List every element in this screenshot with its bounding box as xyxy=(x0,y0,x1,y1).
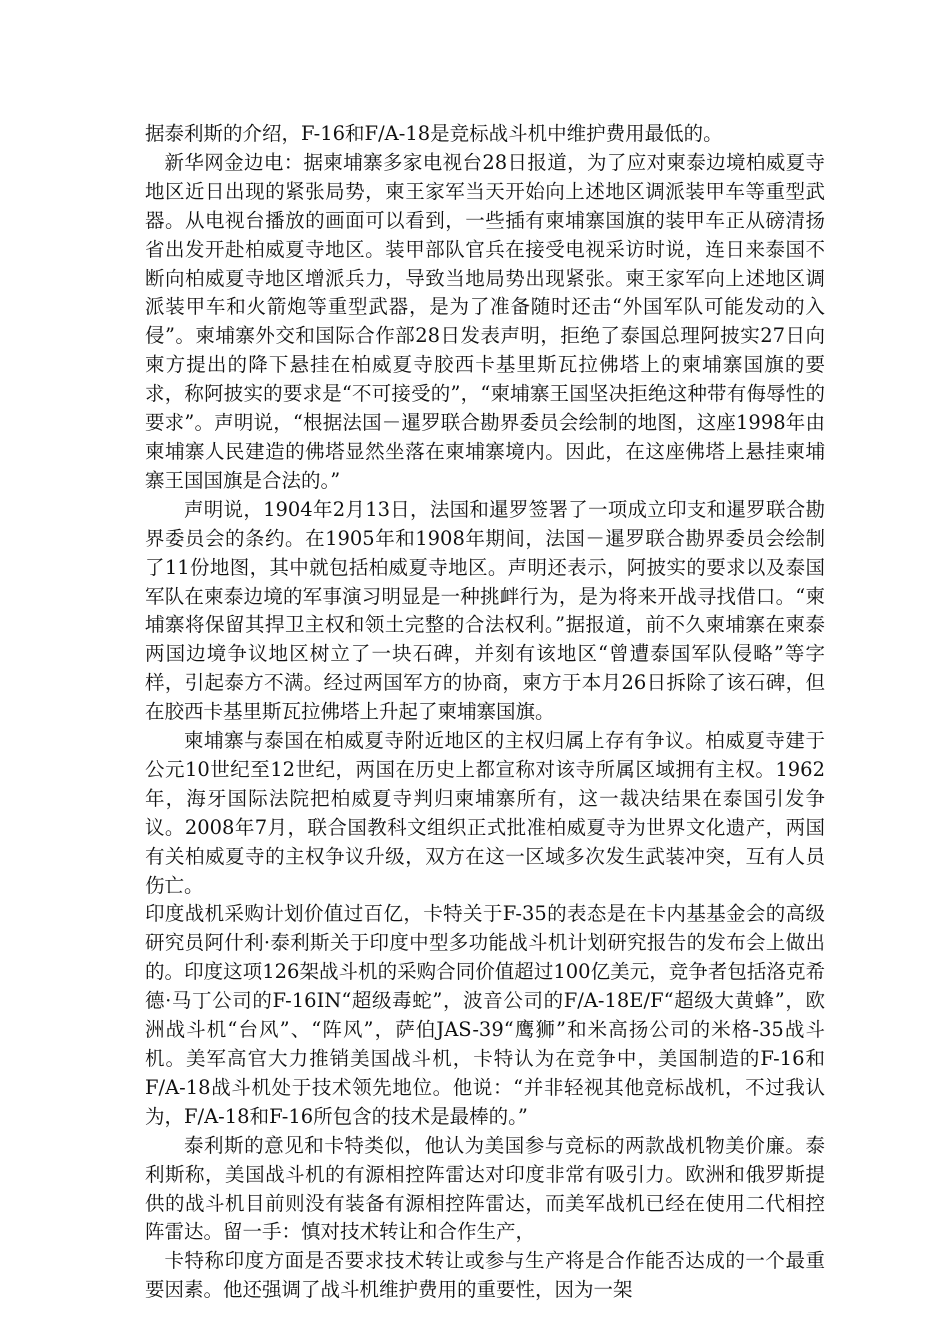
paragraph-5: 印度战机采购计划价值过百亿，卡特关于F-35的表态是在卡内基基金会的高级研究员阿什利·泰利斯关于印度中型多功能战斗机计划研究报告的发布会上做出的。印度这项126架战斗机的采购合同价值超过100亿美元，竞争者包括洛克希德·马丁公司的F-16IN“超级毒蛇”，波音公司的F/A-18E/F“超级大黄蜂”，欧洲战斗机“台风”、“阵风”，萨伯JAS-39“鹰狮”和米高扬公司的米格-35战斗机。美军高官大力推销美国战斗机，卡特认为在竞争中，美国制造的F-16和F/A-18战斗机处于技术领先地位。他说：“并非轻视其他竞标战机，不过我认为，F/A-18和F-16所包含的技术是最棒的。” xyxy=(145,902,825,1128)
paragraph-7: 卡特称印度方面是否要求技术转让或参与生产将是合作能否达成的一个最重要因素。他还强调了战斗机维护费用的重要性，因为一架 xyxy=(145,1249,825,1302)
article-body xyxy=(145,120,825,1305)
paragraph-2: 新华网金边电：据柬埔寨多家电视台28日报道，为了应对柬泰边境柏威夏寺地区近日出现的紧张局势，柬王家军当天开始向上述地区调派装甲车等重型武器。从电视台播放的画面可以看到，一些插有柬埔寨国旗的装甲车正从磅清扬省出发开赴柏威夏寺地区。装甲部队官兵在接受电视采访时说，连日来泰国不断向柏威夏寺地区增派兵力，导致当地局势出现紧张。柬王家军向上述地区调派装甲车和火箭炮等重型武器，是为了准备随时还击“外国军队可能发动的入侵”。柬埔寨外交和国际合作部28日发表声明，拒绝了泰国总理阿披实27日向柬方提出的降下悬挂在柏威夏寺胶西卡基里斯瓦拉佛塔上的柬埔寨国旗的要求，称阿披实的要求是“不可接受的”，“柬埔寨王国坚决拒绝这种带有侮辱性的要求”。声明说，“根据法国－暹罗联合勘界委员会绘制的地图，这座1998年由柬埔寨人民建造的佛塔显然坐落在柬埔寨境内。因此，在这座佛塔上悬挂柬埔寨王国国旗是合法的。” xyxy=(145,150,825,492)
paragraph-6: 泰利斯的意见和卡特类似，他认为美国参与竞标的两款战机物美价廉。泰利斯称，美国战斗机的有源相控阵雷达对印度非常有吸引力。欧洲和俄罗斯提供的战斗机目前则没有装备有源相控阵雷达，而美军战机已经在使用二代相控阵雷达。留一手：慎对技术转让和合作生产， xyxy=(145,1133,825,1244)
paragraph-1: 据泰利斯的介绍，F-16和F/A-18是竞标战斗机中维护费用最低的。 xyxy=(145,122,723,145)
paragraph-4: 柬埔寨与泰国在柏威夏寺附近地区的主权归属上存有争议。柏威夏寺建于公元10世纪至12世纪，两国在历史上都宣称对该寺所属区域拥有主权。1962年，海牙国际法院把柏威夏寺判归柬埔寨所有，这一裁决结果在泰国引发争议。2008年7月，联合国教科文组织正式批准柏威夏寺为世界文化遗产，两国有关柏威夏寺的主权争议升级，双方在这一区域多次发生武装冲突，互有人员伤亡。 xyxy=(145,729,825,897)
paragraph-3: 声明说，1904年2月13日，法国和暹罗签署了一项成立印支和暹罗联合勘界委员会的条约。在1905年和1908年期间，法国－暹罗联合勘界委员会绘制了11份地图，其中就包括柏威夏寺地区。声明还表示，阿披实的要求以及泰国军队在柬泰边境的军事演习明显是一种挑衅行为，是为将来开战寻找借口。“柬埔寨将保留其捍卫主权和领土完整的合法权利。”据报道，前不久柬埔寨在柬泰两国边境争议地区树立了一块石碑，并刻有该地区“曾遭泰国军队侵略”等字样，引起泰方不满。经过两国军方的协商，柬方于本月26日拆除了该石碑，但在胶西卡基里斯瓦拉佛塔上升起了柬埔寨国旗。 xyxy=(145,497,825,724)
